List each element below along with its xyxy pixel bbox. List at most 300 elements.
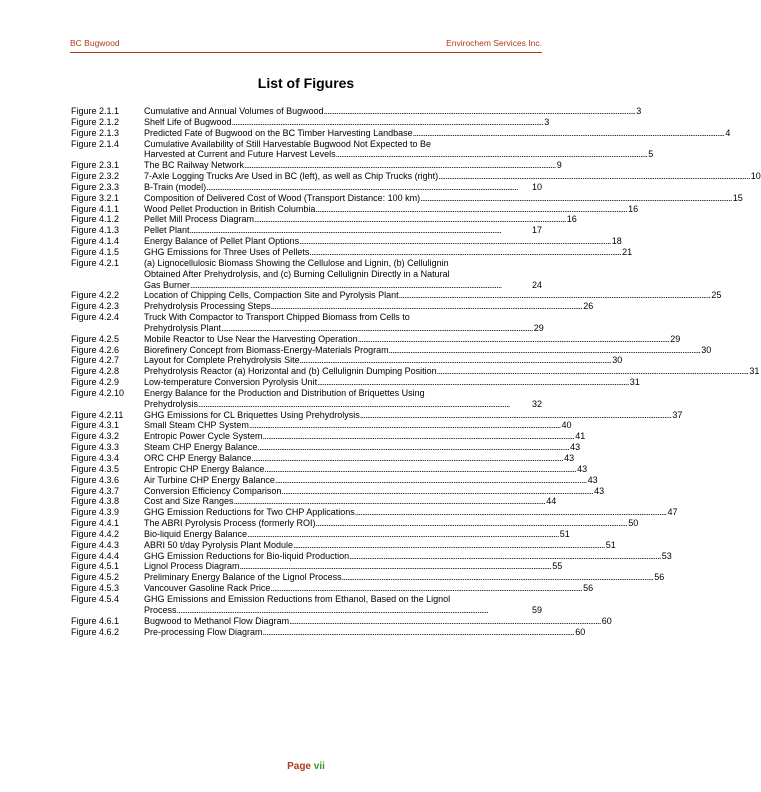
- figure-number: Figure 2.1.3: [71, 127, 120, 138]
- figure-title-final-line: [144, 507, 678, 518]
- figure-title-block: [144, 496, 557, 507]
- figure-entry[interactable]: [71, 594, 542, 616]
- figure-page-number: 32: [531, 398, 542, 409]
- figure-page-number: 51: [559, 528, 570, 539]
- figure-page-number: 43: [587, 474, 598, 485]
- figure-title-final-line: [144, 246, 633, 258]
- figure-entry[interactable]: [71, 246, 633, 258]
- figure-title-text: Process: [144, 604, 177, 615]
- figure-entry[interactable]: [71, 496, 557, 507]
- figure-title-final-line: [144, 344, 712, 356]
- figure-page-number: 43: [577, 463, 588, 474]
- figure-title-text: GHG Emission Reductions for Two CHP Applications: [144, 507, 355, 518]
- figure-number: Figure 3.2.1: [71, 192, 120, 203]
- figure-entry[interactable]: [71, 192, 743, 204]
- figure-entry[interactable]: [71, 312, 542, 334]
- figure-page-number: 53: [661, 550, 672, 561]
- figure-page-number: 30: [701, 344, 712, 355]
- figure-number: Figure 4.5.2: [71, 572, 120, 583]
- figure-title-text: Prehydrolysis: [144, 398, 199, 409]
- figure-entry[interactable]: [71, 539, 616, 551]
- figure-entry[interactable]: [71, 463, 588, 475]
- figure-entry[interactable]: [71, 355, 623, 366]
- figure-page-number: 43: [594, 485, 605, 496]
- figure-entry[interactable]: [71, 290, 722, 301]
- figure-title-block: [144, 583, 594, 594]
- figure-page-number: 25: [711, 290, 722, 301]
- header-document-title: BC Bugwood: [70, 38, 120, 48]
- figure-number: Figure 2.1.1: [71, 106, 120, 116]
- figure-title-text: Energy Balance of Pellet Plant Options: [144, 236, 300, 247]
- figure-title-text: Mobile Reactor to Use Near the Harvesting Operation: [144, 333, 358, 344]
- figure-number: Figure 4.3.7: [71, 485, 120, 496]
- figure-title-block: [144, 463, 588, 475]
- figure-page-number: 59: [531, 604, 542, 615]
- figure-page-number: 60: [601, 615, 612, 626]
- figure-title-text: Biorefinery Concept from Biomass-Energy-Materials Program: [144, 344, 389, 355]
- header-company-name: Envirochem Services Inc.: [446, 38, 542, 48]
- dot-leader: [275, 475, 586, 486]
- figure-entry[interactable]: [71, 409, 683, 421]
- figure-title-text: Conversion Efficiency Comparison: [144, 485, 282, 496]
- figure-number: Figure 4.2.11: [71, 409, 124, 420]
- figure-number: Figure 4.1.2: [71, 214, 120, 225]
- figure-title-final-line: [144, 485, 605, 497]
- figure-title-text: ORC CHP Energy Balance: [144, 453, 252, 463]
- figure-number: Figure 4.2.1: [71, 257, 120, 268]
- figure-title-text: GHG Emissions for Three Uses of Pellets: [144, 246, 310, 257]
- figure-title-block: [144, 160, 562, 171]
- figure-title-block: [144, 301, 594, 312]
- dot-leader: [389, 345, 700, 356]
- figure-title-block: [144, 366, 760, 377]
- figure-title-line: Truck With Compactor to Transport Chipped Biomass from Cells to: [144, 312, 410, 323]
- figure-number: Figure 4.3.8: [71, 496, 120, 507]
- figure-page-number: 60: [575, 626, 586, 637]
- figure-title-text: Lignol Process Diagram: [144, 561, 240, 572]
- footer-page-label: Page: [287, 761, 311, 772]
- dot-leader: [244, 160, 555, 171]
- figure-title-block: [144, 594, 542, 616]
- dot-leader: [438, 171, 749, 182]
- dot-leader: [206, 182, 530, 193]
- figure-title-final-line: [144, 182, 542, 193]
- figure-number: Figure 4.2.6: [71, 344, 120, 355]
- figure-entry[interactable]: [71, 431, 586, 442]
- figure-title-final-line: [144, 333, 681, 345]
- figure-entry[interactable]: [71, 485, 605, 497]
- figure-title-text: Vancouver Gasoline Rack Price: [144, 583, 271, 594]
- figure-number: Figure 4.6.1: [71, 615, 120, 626]
- figure-title-block: [144, 518, 639, 529]
- figure-title-final-line: [144, 106, 642, 117]
- dot-leader: [240, 561, 551, 572]
- figure-title-text: Low-temperature Conversion Pyrolysis Unit: [144, 377, 318, 388]
- figure-title-block: [144, 507, 678, 518]
- figure-title-final-line: [144, 409, 683, 421]
- figure-title-block: [144, 236, 622, 247]
- figure-title-text: Location of Chipping Cells, Compaction Site and Pyrolysis Plant: [144, 290, 399, 301]
- figure-title-block: [144, 431, 586, 442]
- figure-page-number: 15: [732, 192, 743, 203]
- dot-leader: [263, 431, 574, 442]
- figure-number: Figure 4.2.7: [71, 355, 120, 366]
- figure-number: Figure 4.4.2: [71, 528, 120, 539]
- dot-leader: [317, 377, 628, 388]
- figure-page-number: 16: [566, 214, 577, 225]
- figure-page-number: 10: [750, 171, 761, 182]
- figure-page-number: 43: [570, 442, 581, 453]
- figure-title-text: Cost and Size Ranges: [144, 496, 234, 507]
- figure-number: Figure 4.6.2: [71, 626, 120, 637]
- figure-title-block: [144, 409, 683, 421]
- dot-leader: [399, 290, 710, 301]
- figure-title-block: [144, 355, 623, 366]
- figure-entry[interactable]: [71, 116, 550, 128]
- figure-title-block: [144, 626, 586, 638]
- figure-title-final-line: [144, 366, 760, 377]
- figure-title-block: [144, 377, 640, 388]
- figure-number: Figure 4.5.3: [71, 583, 120, 594]
- figure-number: Figure 4.2.5: [71, 333, 120, 344]
- figure-number: Figure 4.2.9: [71, 377, 120, 388]
- figure-entry[interactable]: [71, 626, 586, 638]
- figure-number: Figure 4.4.4: [71, 550, 120, 561]
- figure-title-block: [144, 453, 575, 464]
- figure-entry[interactable]: [71, 377, 640, 388]
- figure-title-final-line: [144, 116, 550, 128]
- figure-title-final-line: [144, 323, 542, 334]
- figure-title-text: Layout for Complete Prehydrolysis Site: [144, 355, 300, 366]
- figure-title-final-line: [144, 377, 640, 388]
- figure-page-number: 44: [546, 496, 557, 507]
- figure-title-block: [144, 258, 542, 291]
- dot-leader: [360, 410, 671, 421]
- figure-entry[interactable]: [71, 442, 581, 453]
- figure-page-number: 24: [531, 279, 542, 290]
- figure-entry[interactable]: [71, 572, 665, 583]
- figure-title-text: Small Steam CHP System: [144, 420, 249, 431]
- figure-title-text: Gas Burner: [144, 279, 191, 290]
- dot-leader: [324, 106, 635, 117]
- dot-leader: [264, 464, 575, 475]
- figure-number: Figure 4.2.10: [71, 387, 125, 398]
- figure-title-line: Cumulative Availability of Still Harvestable Bugwood Not Expected to Be: [144, 138, 431, 149]
- figure-entry[interactable]: [71, 127, 731, 139]
- figure-title-text: Composition of Delivered Cost of Wood (Transport Distance: 100 km): [144, 192, 421, 203]
- figure-page-number: 26: [583, 301, 594, 312]
- figure-title-block: [144, 539, 616, 551]
- figure-title-text: The BC Railway Network: [144, 160, 245, 171]
- figure-title-block: [144, 388, 542, 410]
- figure-page-number: 29: [670, 333, 681, 344]
- figure-page-number: 17: [531, 225, 542, 236]
- figure-page-number: 56: [583, 583, 594, 594]
- figure-page-number: 16: [628, 203, 639, 214]
- figure-title-final-line: [144, 518, 639, 529]
- figure-title-block: [144, 214, 577, 225]
- figure-title-text: Pellet Mill Process Diagram: [144, 214, 255, 225]
- figure-title-text: Entropic CHP Energy Balance: [144, 463, 265, 474]
- dot-leader: [271, 301, 582, 312]
- figure-page-number: 18: [611, 236, 622, 247]
- figure-number: Figure 4.1.3: [71, 225, 120, 236]
- figure-title-text: Bio-liquid Energy Balance: [144, 528, 248, 539]
- figure-entry[interactable]: [71, 420, 572, 431]
- figure-title-final-line: [144, 280, 542, 291]
- page-footer: [0, 761, 612, 772]
- figure-page-number: 37: [672, 409, 683, 420]
- figure-number: Figure 4.1.5: [71, 246, 120, 257]
- figure-title-text: Preliminary Energy Balance of the Lignol Process: [144, 572, 342, 583]
- dot-leader: [190, 280, 530, 291]
- dot-leader: [263, 627, 574, 638]
- figure-entry[interactable]: [71, 160, 562, 171]
- figure-title-final-line: [144, 605, 542, 616]
- figure-title-text: Pre-processing Flow Diagram: [144, 626, 263, 637]
- figure-page-number: 4: [725, 127, 731, 138]
- dot-leader: [300, 355, 611, 366]
- figure-title-final-line: [144, 301, 594, 312]
- dot-leader: [249, 420, 560, 431]
- figure-number: Figure 4.2.8: [71, 366, 120, 377]
- figure-page-number: 21: [622, 246, 633, 257]
- figure-title-final-line: [144, 171, 761, 182]
- figure-title-block: [144, 127, 731, 139]
- figure-title-block: [144, 528, 570, 540]
- figure-number: Figure 2.3.3: [71, 181, 120, 192]
- figure-title-block: [144, 572, 665, 583]
- figure-title-text: Pellet Plant: [144, 225, 190, 236]
- figure-title-final-line: [144, 572, 665, 583]
- figure-title-text: GHG Emission Reductions for Bio-liquid Production: [144, 550, 350, 561]
- dot-leader: [316, 518, 627, 529]
- dot-leader: [299, 236, 610, 247]
- figure-title-block: [144, 290, 722, 301]
- list-of-figures: [71, 106, 761, 637]
- dot-leader: [221, 323, 532, 334]
- figure-title-block: [144, 312, 542, 334]
- dot-leader: [270, 583, 581, 594]
- figure-number: Figure 4.3.4: [71, 453, 120, 463]
- figure-title-text: 7-Axle Logging Trucks Are Used in BC (left), as well as Chip Trucks (right): [144, 171, 439, 182]
- figure-title-line: Energy Balance for the Production and Distribution of Briquettes Using: [144, 387, 425, 398]
- figure-number: Figure 4.4.1: [71, 518, 120, 529]
- figure-title-final-line: [144, 149, 654, 160]
- figure-page-number: 56: [654, 572, 665, 583]
- figure-number: Figure 4.5.1: [71, 561, 120, 572]
- figure-title-block: [144, 442, 581, 453]
- figure-title-block: [144, 615, 612, 627]
- dot-leader: [293, 540, 604, 551]
- figure-title-block: [144, 225, 542, 236]
- figure-page-number: 31: [629, 377, 640, 388]
- figure-entry[interactable]: [71, 333, 681, 345]
- figure-title-block: [144, 182, 542, 193]
- figure-number: Figure 4.3.9: [71, 507, 120, 518]
- figure-title-final-line: [144, 550, 672, 562]
- figure-title-block: [144, 420, 572, 431]
- dot-leader: [281, 486, 592, 497]
- figure-entry[interactable]: [71, 182, 542, 193]
- figure-entry[interactable]: [71, 561, 563, 572]
- figure-title-text: Bugwood to Methanol Flow Diagram: [144, 615, 290, 626]
- figure-title-text: Steam CHP Energy Balance: [144, 442, 258, 453]
- figure-title-final-line: [144, 442, 581, 453]
- figure-entry[interactable]: [71, 214, 577, 225]
- dot-leader: [355, 507, 666, 518]
- figure-entry[interactable]: [71, 528, 570, 540]
- figure-number: Figure 2.1.4: [71, 138, 120, 149]
- figure-title-text: Predicted Fate of Bugwood on the BC Timber Harvesting Landbase: [144, 127, 413, 138]
- figure-title-line: GHG Emissions and Emission Reductions from Ethanol, Based on the Lignol: [144, 593, 451, 604]
- figure-title-final-line: [144, 496, 557, 507]
- figure-page-number: 29: [533, 322, 544, 333]
- figure-title-final-line: [144, 615, 612, 627]
- figure-entry[interactable]: [71, 507, 678, 518]
- figure-entry[interactable]: [71, 236, 622, 247]
- figure-entry[interactable]: [71, 474, 598, 486]
- figure-entry[interactable]: [71, 453, 575, 464]
- figure-title-block: [144, 561, 563, 572]
- figure-title-final-line: [144, 539, 616, 551]
- figure-title-text: Entropic Power Cycle System: [144, 431, 263, 442]
- figure-title-final-line: [144, 160, 562, 171]
- figure-title-text: GHG Emissions for CL Briquettes Using Prehydrolysis: [144, 409, 360, 420]
- figure-title-final-line: [144, 463, 588, 475]
- dot-leader: [190, 225, 530, 236]
- dot-leader: [309, 247, 620, 258]
- figure-entry[interactable]: [71, 615, 612, 627]
- figure-number: Figure 4.4.3: [71, 539, 120, 550]
- figure-title-block: [144, 550, 672, 562]
- figure-title-final-line: [144, 225, 542, 236]
- figure-title-final-line: [144, 528, 570, 540]
- figure-page-number: 51: [605, 539, 616, 550]
- figure-title-line: (a) Lignocellulosic Biomass Showing the Cellulose and Lignin, (b) Cellulignin: [144, 257, 449, 268]
- figure-entry[interactable]: [71, 203, 639, 215]
- figure-number: Figure 4.3.2: [71, 431, 120, 442]
- figure-title-line: Obtained After Prehydrolysis, and (c) Burning Cellulignin Directly in a Natural: [144, 268, 450, 279]
- figure-title-text: Harvested at Current and Future Harvest Levels: [144, 149, 336, 160]
- page-title: List of Figures: [257, 75, 355, 91]
- figure-page-number: 50: [628, 518, 639, 529]
- dot-leader: [198, 399, 530, 410]
- figure-title-block: [144, 485, 605, 497]
- figure-entry[interactable]: [71, 583, 594, 594]
- figure-title-final-line: [144, 399, 542, 410]
- figure-title-text: Cumulative and Annual Volumes of Bugwood: [144, 106, 324, 116]
- figure-page-number: 41: [575, 431, 586, 442]
- running-header: [70, 36, 542, 53]
- dot-leader: [257, 442, 568, 453]
- figure-entry[interactable]: [71, 138, 654, 161]
- dot-leader: [247, 529, 558, 540]
- figure-page-number: 10: [531, 181, 542, 192]
- figure-page-number: 31: [749, 366, 760, 377]
- figure-title-block: [144, 138, 654, 161]
- figure-page-number: 40: [561, 420, 572, 431]
- figure-page-number: 43: [564, 453, 575, 463]
- figure-title-block: [144, 203, 639, 215]
- dot-leader: [336, 149, 647, 160]
- figure-title-final-line: [144, 290, 722, 301]
- dot-leader: [251, 453, 562, 464]
- figure-title-text: Prehydrolysis Reactor (a) Horizontal and (b) Cellulignin Dumping Position: [144, 366, 437, 377]
- figure-number: Figure 4.3.5: [71, 463, 120, 474]
- figure-entry[interactable]: [71, 366, 760, 377]
- figure-page-number: 47: [667, 507, 678, 518]
- figure-title-final-line: [144, 561, 563, 572]
- figure-number: Figure 2.3.1: [71, 160, 120, 171]
- figure-page-number: 30: [612, 355, 623, 366]
- figure-entry[interactable]: [71, 258, 542, 291]
- figure-number: Figure 2.1.2: [71, 116, 120, 127]
- figure-number: Figure 4.2.4: [71, 312, 120, 323]
- figure-page-number: 3: [544, 116, 550, 127]
- dot-leader: [437, 366, 748, 377]
- figure-title-final-line: [144, 626, 586, 638]
- dot-leader: [349, 551, 660, 562]
- figure-number: Figure 4.1.1: [71, 203, 120, 214]
- figure-entry[interactable]: [71, 106, 642, 117]
- dot-leader: [234, 496, 545, 507]
- figure-title-final-line: [144, 420, 572, 431]
- figure-title-block: [144, 192, 743, 204]
- figure-title-final-line: [144, 583, 594, 594]
- dot-leader: [289, 616, 600, 627]
- figure-title-block: [144, 333, 681, 345]
- figure-entry[interactable]: [71, 388, 542, 410]
- figure-title-final-line: [144, 236, 622, 247]
- figure-title-final-line: [144, 127, 731, 139]
- footer-page-number: vii: [313, 761, 325, 772]
- figure-title-final-line: [144, 355, 623, 366]
- figure-number: Figure 4.2.2: [71, 290, 120, 301]
- figure-entry[interactable]: [71, 225, 542, 236]
- figure-page-number: 9: [556, 160, 562, 171]
- figure-title-block: [144, 344, 712, 356]
- figure-number: Figure 4.5.4: [71, 593, 120, 604]
- figure-title-text: Air Turbine CHP Energy Balance: [144, 474, 275, 485]
- dot-leader: [413, 128, 724, 139]
- dot-leader: [232, 117, 543, 128]
- dot-leader: [358, 334, 669, 345]
- figure-title-block: [144, 246, 633, 258]
- figure-entry[interactable]: [71, 344, 712, 356]
- figure-page-number: 5: [648, 149, 654, 160]
- dot-leader: [254, 214, 565, 225]
- figure-title-final-line: [144, 431, 586, 442]
- figure-title-block: [144, 171, 761, 182]
- figure-title-text: Wood Pellet Production in British Columbia: [144, 203, 316, 214]
- figure-entry[interactable]: [71, 518, 639, 529]
- dot-leader: [315, 204, 626, 215]
- figure-number: Figure 2.3.2: [71, 171, 120, 182]
- figure-title-block: [144, 116, 550, 128]
- figure-title-final-line: [144, 203, 639, 215]
- figure-title-text: ABRI 50 t/day Pyrolysis Plant Module: [144, 539, 294, 550]
- figure-number: Figure 4.3.3: [71, 442, 120, 453]
- figure-entry[interactable]: [71, 301, 594, 312]
- figure-entry[interactable]: [71, 171, 761, 182]
- figure-title-block: [144, 106, 642, 117]
- figure-number: Figure 4.3.6: [71, 474, 120, 485]
- dot-leader: [342, 572, 653, 583]
- figure-title-text: The ABRI Pyrolysis Process (formerly ROI): [144, 518, 316, 529]
- figure-entry[interactable]: [71, 550, 672, 562]
- figure-title-final-line: [144, 214, 577, 225]
